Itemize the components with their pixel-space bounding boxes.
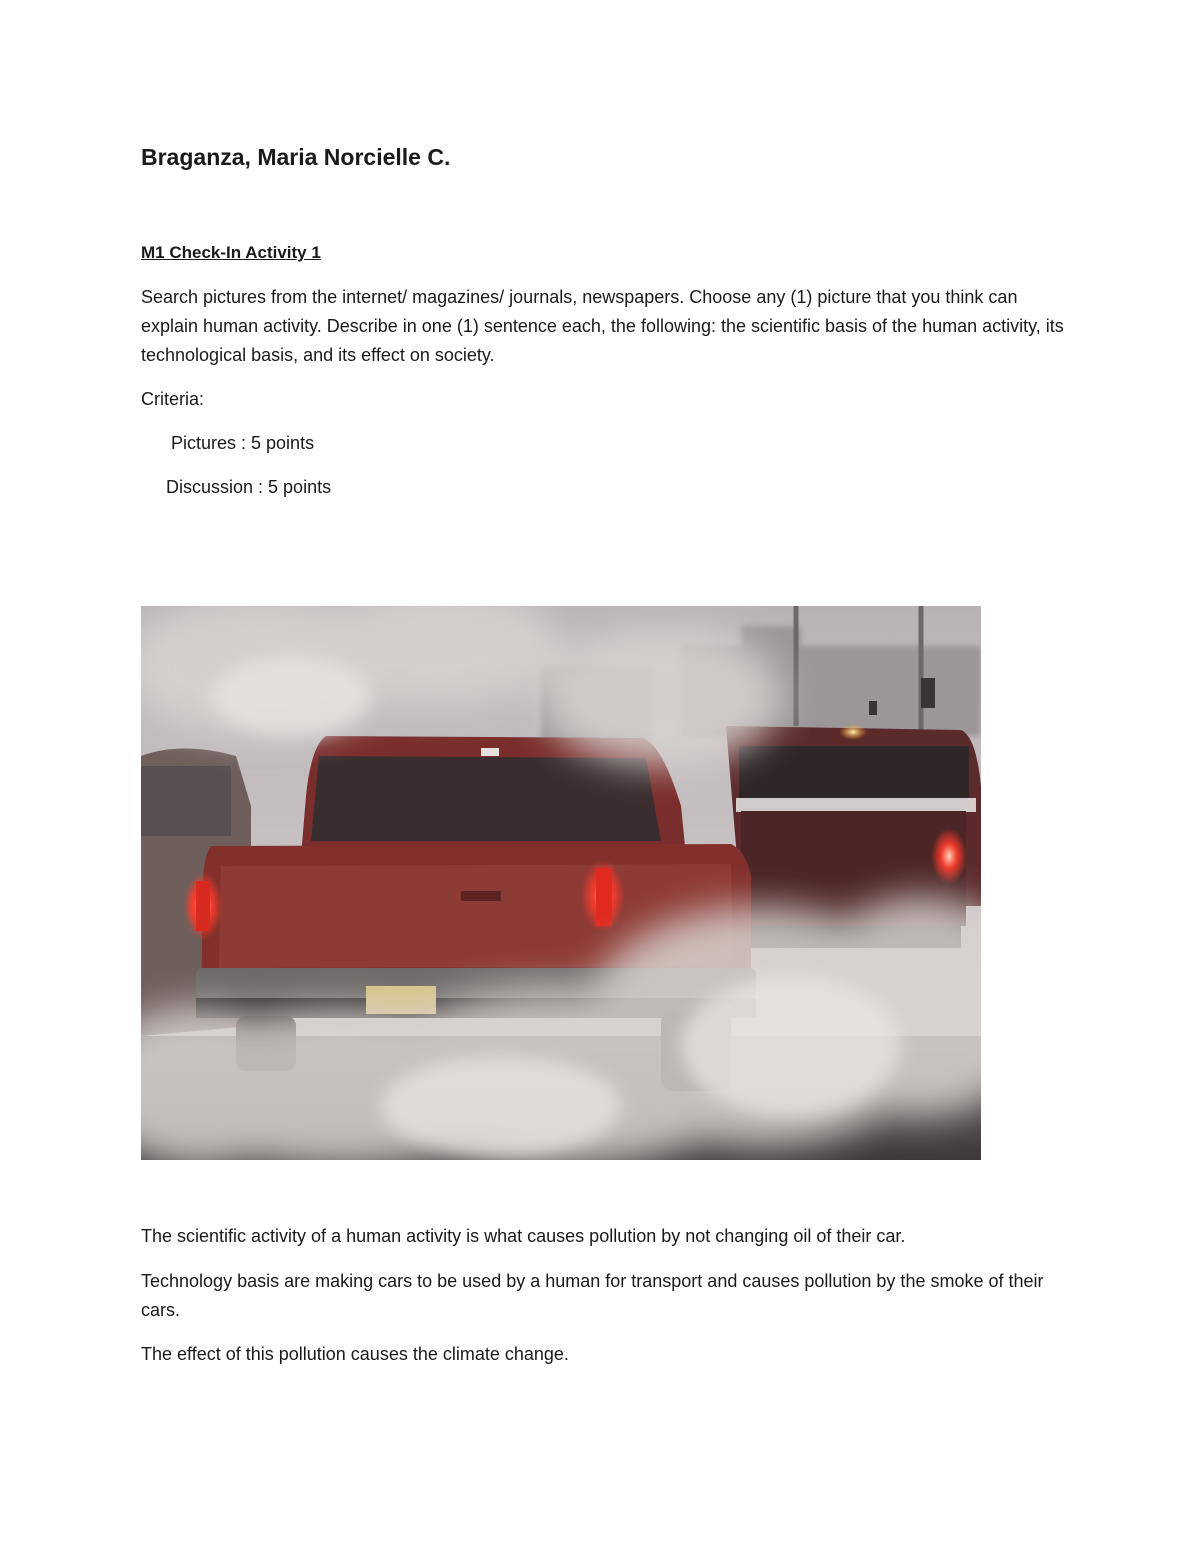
criteria-item-pictures: Pictures : 5 points — [171, 433, 315, 453]
instructions-paragraph: Search pictures from the internet/ magazines/ journals, newspapers. Choose any (1) picture that you think can explain human activity. Describe in one (1) sentence each, the following: the scientific basis of the human activity, its technological basis, and its effect on society. — [141, 287, 1064, 365]
answer-scientific: The scientific activity of a human activity is what causes pollution by not changing oil of their car. — [141, 1226, 906, 1246]
answer-technology: Technology basis are making cars to be used by a human for transport and causes pollution by the smoke of their cars. — [141, 1271, 1044, 1320]
activity-heading: M1 Check-In Activity 1 — [141, 243, 321, 262]
criteria-label: Criteria: — [141, 389, 205, 409]
author-name: Braganza, Maria Norcielle C. — [141, 144, 451, 170]
pollution-photo-illustration — [141, 606, 981, 1160]
pollution-photo — [141, 606, 981, 1160]
answer-effect: The effect of this pollution causes the climate change. — [141, 1344, 569, 1364]
criteria-item-discussion: Discussion : 5 points — [166, 477, 332, 497]
